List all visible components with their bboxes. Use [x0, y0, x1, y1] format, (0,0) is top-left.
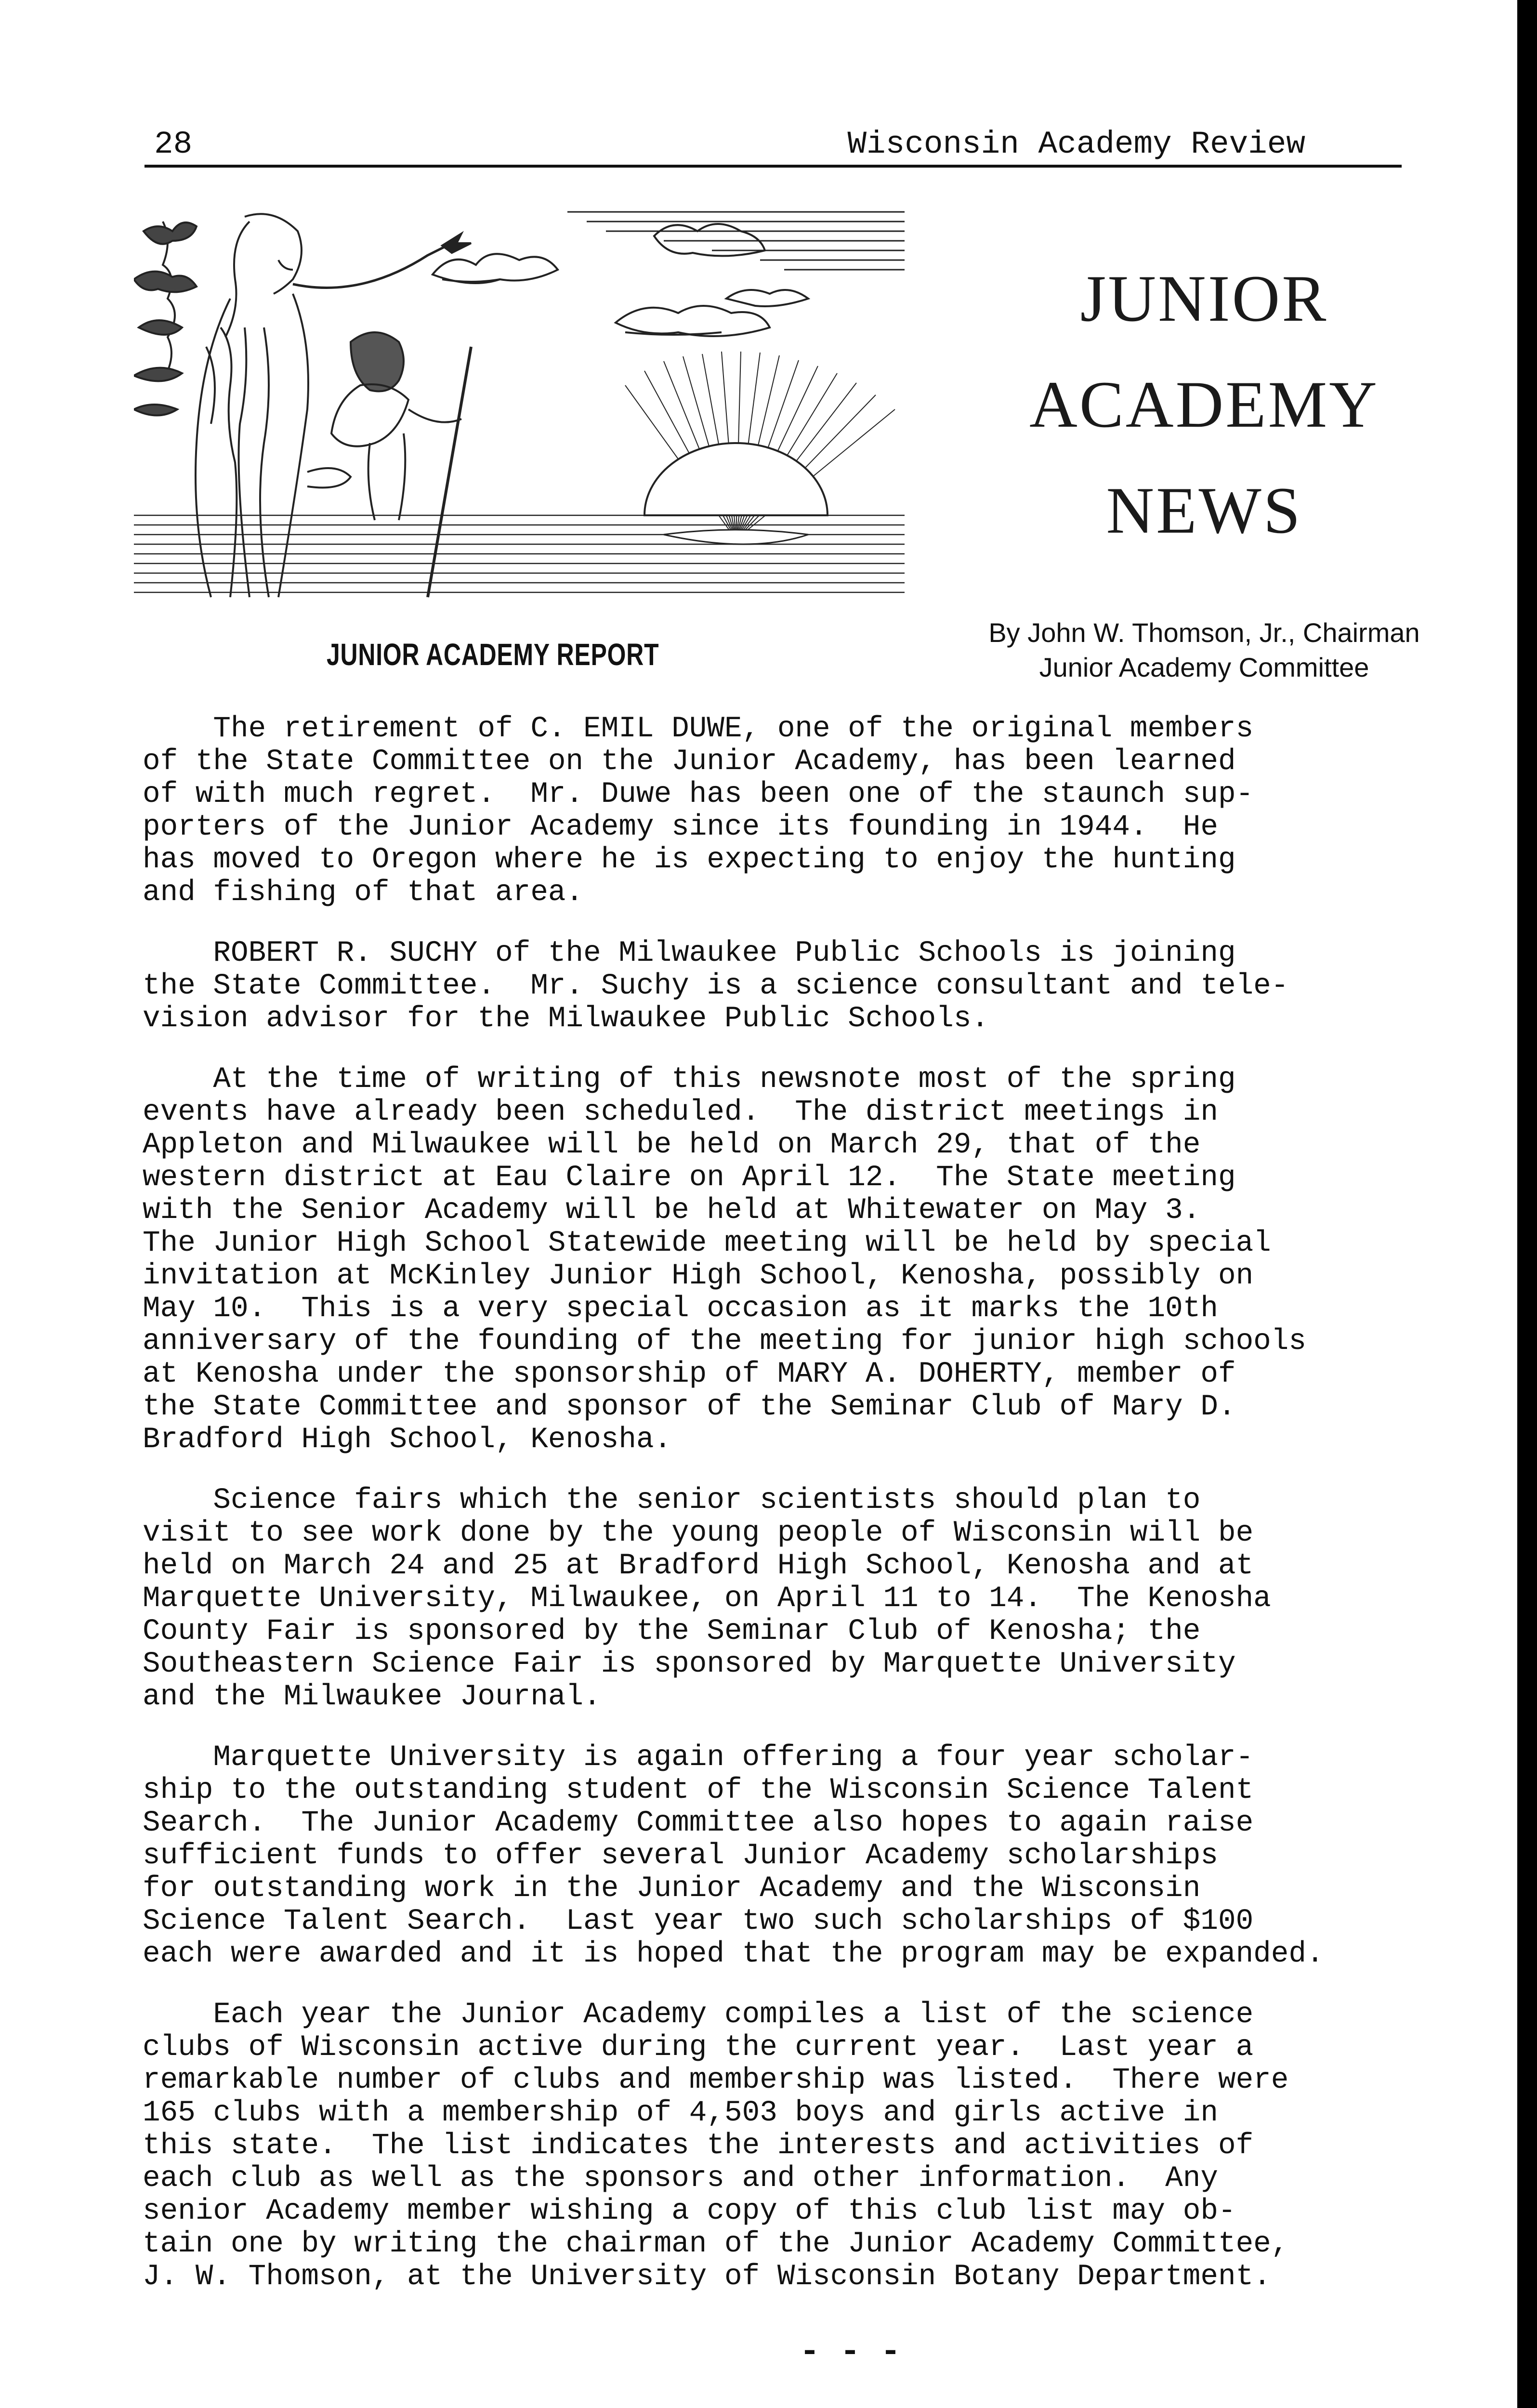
text-line: J. W. Thomson, at the University of Wisconsin Botany Department. [143, 2260, 1271, 2293]
text-line: Each year the Junior Academy compiles a list of the science [143, 1998, 1254, 2031]
text-line: each club as well as the sponsors and other information. Any [143, 2162, 1218, 2195]
paragraph-scholarships [143, 1741, 1491, 1971]
text-line: each were awarded and it is hoped that the program may be expanded. [143, 1937, 1324, 1971]
text-line: May 10. This is a very special occasion as it marks the 10th [143, 1292, 1218, 1325]
text-line: and the Milwaukee Journal. [143, 1680, 601, 1714]
text-line: senior Academy member wishing a copy of this club list may ob- [143, 2195, 1236, 2228]
text-line: ship to the outstanding student of the Wisconsin Science Talent [143, 1774, 1254, 1807]
text-line: the State Committee. Mr. Suchy is a science consultant and tele- [143, 969, 1289, 1003]
text-line: held on March 24 and 25 at Bradford High School, Kenosha and at [143, 1549, 1254, 1583]
byline-author: By John W. Thomson, Jr., Chairman [988, 617, 1420, 648]
text-line: has moved to Oregon where he is expecting to enjoy the hunting [143, 843, 1236, 877]
text-line: remarkable number of clubs and membership was listed. There were [143, 2064, 1289, 2097]
text-line: western district at Eau Claire on April 12. The State meeting [143, 1161, 1236, 1194]
text-line: the State Committee and sponsor of the Seminar Club of Mary D. [143, 1390, 1236, 1424]
text-line: The retirement of C. EMIL DUWE, one of the original members [143, 712, 1254, 746]
sky-hatching [567, 212, 905, 270]
text-line: Marquette University, Milwaukee, on April 11 to 14. The Kenosha [143, 1582, 1271, 1615]
text-line: with the Senior Academy will be held at Whitewater on May 3. [143, 1194, 1201, 1227]
text-line: Appleton and Milwaukee will be held on March 29, that of the [143, 1128, 1201, 1162]
title-line-1: JUNIOR [1080, 262, 1328, 335]
text-line: Science Talent Search. Last year two such scholarships of $100 [143, 1905, 1254, 1938]
byline [944, 615, 1464, 685]
text-line: clubs of Wisconsin active during the current year. Last year a [143, 2031, 1254, 2064]
boy-figure [331, 332, 471, 597]
text-line: Southeastern Science Fair is sponsored by Marquette University [143, 1648, 1236, 1681]
illustration-woodcut [134, 202, 907, 601]
sun [644, 443, 828, 515]
section-title [963, 246, 1445, 563]
text-line: of the State Committee on the Junior Academy, has been learned [143, 745, 1236, 778]
end-mark: - - - [800, 2333, 901, 2371]
text-line: invitation at McKinley Junior High School, Kenosha, possibly on [143, 1259, 1254, 1293]
paragraph-spring-events [143, 1063, 1491, 1456]
text-line: for outstanding work in the Junior Academy and the Wisconsin [143, 1872, 1201, 1905]
text-line: at Kenosha under the sponsorship of MARY A. DOHERTY, member of [143, 1358, 1236, 1391]
text-line: anniversary of the founding of the meeting for junior high schools [143, 1325, 1306, 1358]
text-line: Science fairs which the senior scientists should plan to [143, 1484, 1201, 1517]
paragraph-duwe-retirement [143, 713, 1491, 909]
page-number: 28 [154, 126, 193, 162]
title-line-2: ACADEMY [1029, 367, 1379, 441]
text-line: ROBERT R. SUCHY of the Milwaukee Public Schools is joining [143, 937, 1236, 970]
paragraph-suchy-joining [143, 937, 1491, 1035]
text-line: The Junior High School Statewide meeting will be held by special [143, 1227, 1271, 1260]
text-line: events have already been scheduled. The district meetings in [143, 1096, 1218, 1129]
tree [134, 222, 197, 416]
running-header [145, 126, 1402, 168]
text-line: this state. The list indicates the interests and activities of [143, 2129, 1254, 2162]
text-line: County Fair is sponsored by the Seminar Club of Kenosha; the [143, 1615, 1201, 1648]
byline-role: Junior Academy Committee [1039, 652, 1369, 682]
title-line-3: NEWS [1106, 473, 1302, 547]
paragraph-science-fairs [143, 1484, 1491, 1714]
text-line: porters of the Junior Academy since its founding in 1944. He [143, 811, 1218, 844]
text-line: visit to see work done by the young people of Wisconsin will be [143, 1517, 1254, 1550]
text-line: sufficient funds to offer several Junior Academy scholarships [143, 1839, 1218, 1872]
ground-hatching [134, 515, 905, 592]
report-heading: JUNIOR ACADEMY REPORT [327, 637, 659, 672]
text-line: At the time of writing of this newsnote most of the spring [143, 1063, 1236, 1096]
text-line: Bradford High School, Kenosha. [143, 1423, 672, 1456]
text-line: of with much regret. Mr. Duwe has been one of the staunch sup- [143, 778, 1254, 811]
paragraph-club-list [143, 1999, 1491, 2293]
text-line: and fishing of that area. [143, 876, 584, 909]
text-line: Marquette University is again offering a four year scholar- [143, 1741, 1254, 1774]
woman-figure [196, 214, 471, 597]
text-line: 165 clubs with a membership of 4,503 boys and girls active in [143, 2096, 1218, 2130]
article-body [143, 713, 1491, 2321]
text-line: vision advisor for the Milwaukee Public Schools. [143, 1002, 989, 1035]
text-line: Search. The Junior Academy Committee also hopes to again raise [143, 1806, 1254, 1840]
running-title: Wisconsin Academy Review [847, 126, 1305, 162]
text-line: tain one by writing the chairman of the Junior Academy Committee, [143, 2227, 1289, 2261]
